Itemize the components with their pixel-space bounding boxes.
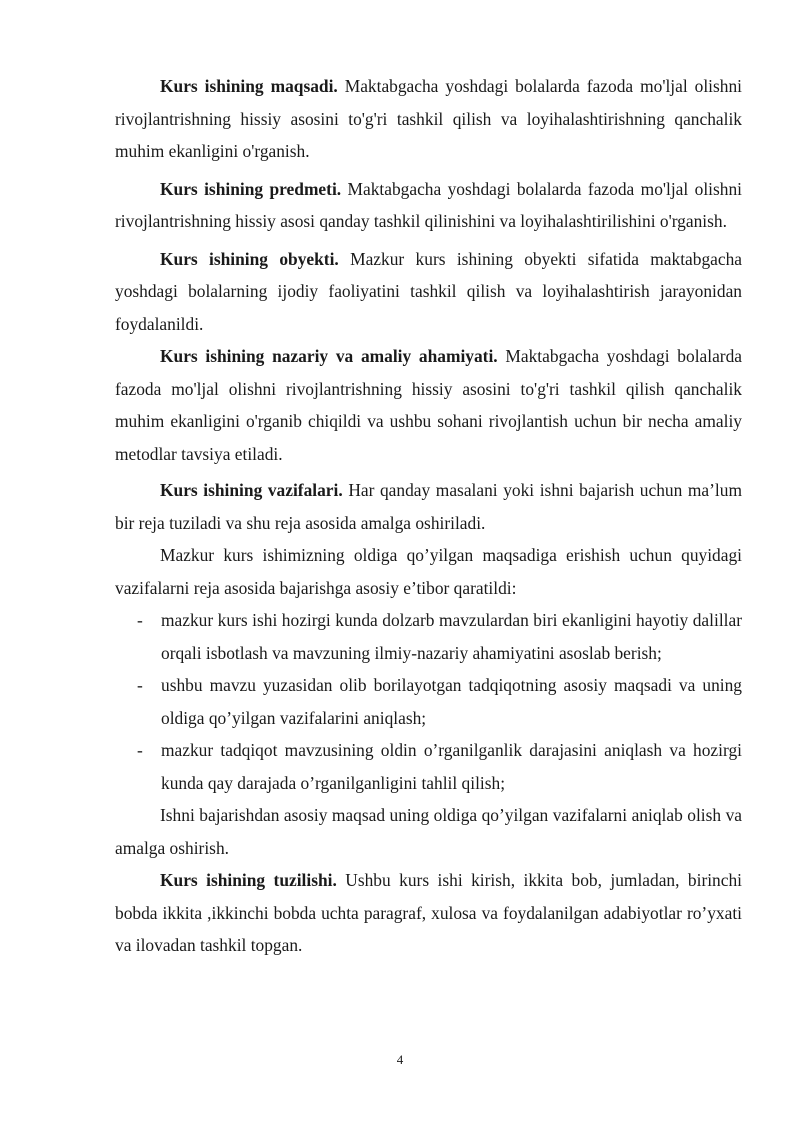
document-page	[115, 70, 742, 962]
list-item	[115, 669, 742, 734]
list-item	[115, 604, 742, 669]
section-object	[115, 243, 742, 341]
section-text: Maktabgacha yoshdagi bolalarda fazoda mo'ljal olishni rivojlantrishning hissiy asosi qanday tashkil qilinishini va loyihalashtirilishini o'rganish.	[115, 178, 742, 231]
section-heading: Kurs ishining nazariy va amaliy ahamiyati.	[160, 346, 498, 366]
list-item-text: ushbu mavzu yuzasidan olib borilayotgan tadqiqotning asosiy maqsadi va uning oldiga qo’yilgan vazifalarini aniqlash;	[161, 675, 742, 728]
section-text: Maktabgacha yoshdagi bolalarda fazoda mo'ljal olishni rivojlantrishning hissiy asosini to'g'ri tashkil qilish va loyihalashtirishning qanchalik muhim ekanligini o'rganish.	[115, 76, 742, 161]
section-heading: Kurs ishining obyekti.	[160, 248, 339, 269]
section-heading: Kurs ishining predmeti.	[160, 178, 342, 199]
intro-paragraph: Mazkur kurs ishimizning oldiga qo’yilgan maqsadiga erishish uchun quyidagi vazifalarni reja asosida bajarishga asosiy e’tibor qaratildi:	[115, 545, 742, 598]
bullet-dash: -	[137, 675, 143, 695]
section-text: Maktabgacha yoshdagi bolalarda fazoda mo'ljal olishni rivojlantrishning hissiy asosini to'g'ri tashkil qilish qanchalik muhim ekanligini o'rganib chiqildi va ushbu sohani rivojlantish uchun bir necha amaliy metodlar tavsiya etiladi.	[115, 346, 742, 464]
list-item-text: mazkur kurs ishi hozirgi kunda dolzarb mavzulardan biri ekanligini hayotiy dalillar orqali isbotlash va mavzuning ilmiy-nazariy ahamiyatini asoslab berish;	[161, 610, 742, 663]
bullet-dash: -	[137, 610, 143, 630]
section-significance	[115, 340, 742, 470]
section-text: Har qanday masalani yoki ishni bajarish uchun ma’lum bir reja tuziladi va shu reja asosida amalga oshiriladi.	[115, 480, 742, 533]
section-heading: Kurs ishining vazifalari.	[160, 480, 343, 500]
section-goal	[115, 70, 742, 168]
task-list	[115, 604, 742, 799]
section-heading: Kurs ishining maqsadi.	[160, 76, 338, 96]
conclusion-paragraph: Ishni bajarishdan asosiy maqsad uning oldiga qo’yilgan vazifalarni aniqlab olish va amalga oshirish.	[115, 805, 742, 858]
page-number: 4	[396, 1052, 404, 1067]
section-structure	[115, 864, 742, 962]
section-text: Mazkur kurs ishining obyekti sifatida maktabgacha yoshdagi bolalarning ijodiy faoliyatini tashkil qilish va loyihalashtirish jarayonidan foydalanildi.	[115, 248, 743, 334]
section-tasks	[115, 474, 742, 539]
section-heading: Kurs ishining tuzilishi.	[160, 870, 337, 890]
list-item	[115, 734, 742, 799]
section-text: Ushbu kurs ishi kirish, ikkita bob, jumladan, birinchi bobda ikkita ,ikkinchi bobda uchta paragraf, xulosa va foydalanilgan adabiyotlar ro’yxati va ilovadan tashkil topgan.	[115, 870, 743, 955]
bullet-dash: -	[137, 740, 143, 760]
section-subject	[115, 173, 742, 238]
list-item-text: mazkur tadqiqot mavzusining oldin o’rganilganlik darajasini aniqlash va hozirgi kunda qay darajada o’rganilganligini tahlil qilish;	[161, 740, 742, 793]
